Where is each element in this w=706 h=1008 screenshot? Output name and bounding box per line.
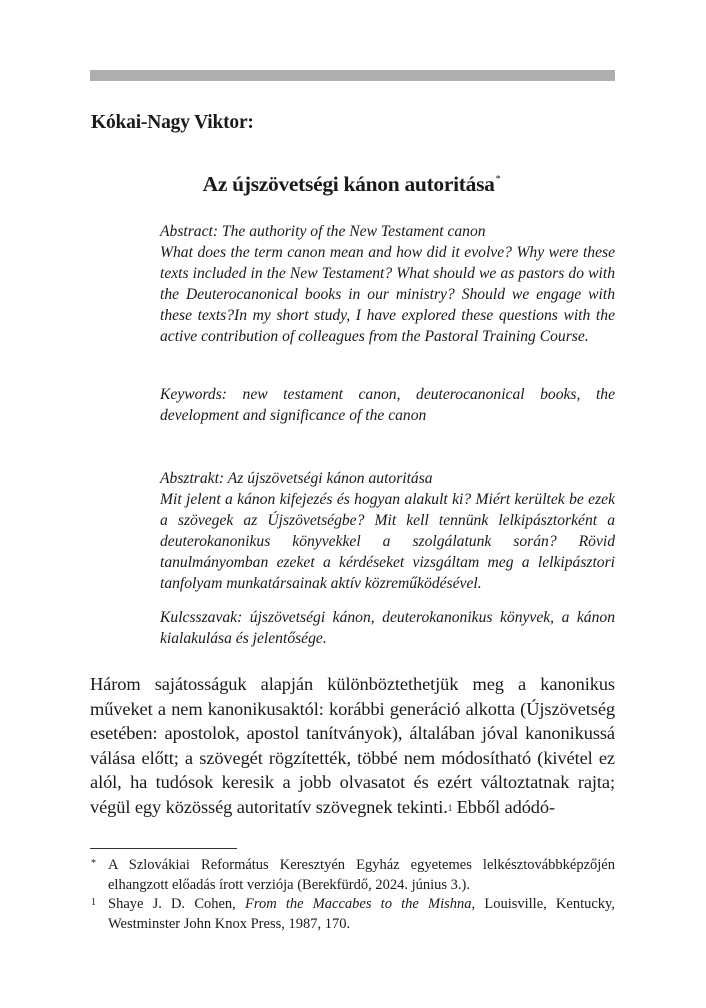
author-name: Kókai-Nagy Viktor: — [91, 112, 254, 133]
footnote-marker: 1 — [91, 897, 96, 908]
keywords-hungarian-text: Kulcsszavak: újszövetségi kánon, deuterokanonikus könyvek, a kánon kialakulása és jelentősége. — [160, 609, 615, 647]
header-rule — [90, 70, 615, 81]
footnote-1 — [90, 895, 615, 934]
abstract-english-body: What does the term canon mean and how did it evolve? Why were these texts included in the New Testament? What should we as pastors do with the Deuterocanonical books in our ministry? Should we engage with these texts?In my short study, I have explored these questions with the active contribution of colleagues from the Pastoral Training Course. — [160, 243, 615, 345]
footnote-cited-title: From the Maccabes to the Mishna — [244, 896, 472, 912]
body-paragraph — [90, 672, 615, 819]
abstract-hungarian — [160, 469, 615, 594]
footnote-text-suffix: , Louisville, Kentucky, Westminster John Knox Press, 1987, 170. — [108, 896, 615, 932]
footnote-star — [90, 856, 615, 895]
body-text-before-note: Három sajátosságuk alapján különböztethetjük meg a kanonikus műveket a nem kanonikusaktól: korábbi generáció alkotta (Újszövetség esetében: apostolok, apostol tanítványok), általában jóval kanonikussá válása előtt; a szövegét rögzítették, többé nem módosítható (kivétel ez alól, ha tudósok keresik a jobb olvasatot és ezért változtatnak rajta; végül egy közösség autoritatív szövegnek tekinti. — [90, 674, 615, 817]
footnote-marker: * — [91, 858, 96, 869]
abstract-english-heading: Abstract: The authority of the New Testament canon — [160, 223, 486, 240]
article-title — [0, 172, 706, 197]
body-text-after-note: Ebből adódó- — [452, 796, 556, 817]
keywords-english — [160, 385, 615, 427]
abstract-english — [160, 222, 615, 347]
article-title-text: Az újszövetségi kánon autoritása — [202, 172, 495, 196]
abstract-hungarian-heading: Absztrakt: Az újszövetségi kánon autoritása — [160, 470, 433, 487]
keywords-hungarian — [160, 608, 615, 650]
footnote-text: A Szlovákiai Református Keresztyén Egyház egyetemes lelkésztovábbképzőjén elhangzott előadás írott verziója (Berekfürdő, 2024. június 3.). — [108, 857, 615, 893]
footnote-separator — [90, 848, 237, 849]
abstract-hungarian-body: Mit jelent a kánon kifejezés és hogyan alakult ki? Miért kerültek be ezek a szövegek az Újszövetségbe? Mit kell tennünk lelkipásztorként a deuterokanonikus könyvekkel a szolgálatunk során? Rövid tanulmányomban ezeket a kérdéseket vizsgáltam meg a lelkipásztori tanfolyam munkatársainak aktív közreműködésével. — [160, 490, 615, 592]
footnote-reference-1[interactable]: 1 — [447, 802, 453, 813]
title-footnote-marker: * — [495, 174, 501, 185]
footnote-text-prefix: Shaye J. D. Cohen, — [108, 896, 245, 912]
keywords-english-text: Keywords: new testament canon, deuterocanonical books, the development and significance of the canon — [160, 386, 615, 424]
footnotes — [90, 856, 615, 934]
